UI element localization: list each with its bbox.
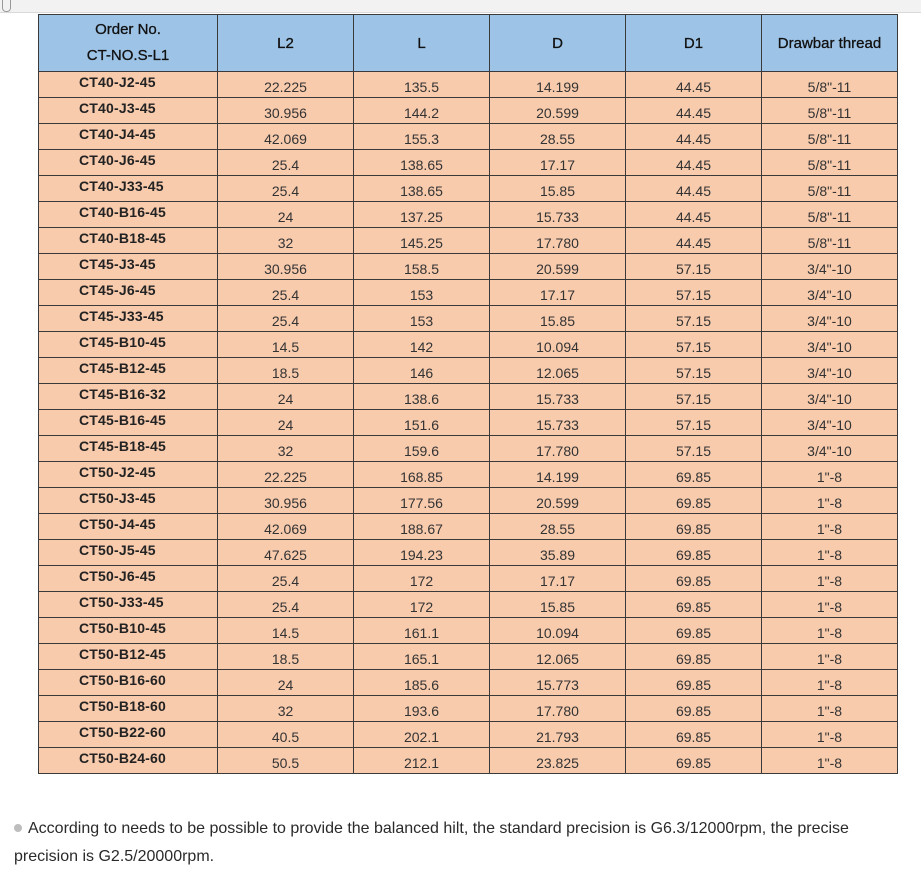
drawbar-thread-cell: 5/8"-11 bbox=[762, 228, 898, 254]
l-cell: 151.6 bbox=[354, 410, 490, 436]
l-cell: 159.6 bbox=[354, 436, 490, 462]
drawbar-thread-cell: 3/4"-10 bbox=[762, 280, 898, 306]
drawbar-thread-cell: 3/4"-10 bbox=[762, 384, 898, 410]
order-no-cell: CT45-B12-45 bbox=[39, 358, 218, 384]
l2-cell: 32 bbox=[218, 228, 354, 254]
d-cell: 12.065 bbox=[490, 358, 626, 384]
d-cell: 17.17 bbox=[490, 150, 626, 176]
d1-cell: 57.15 bbox=[626, 384, 762, 410]
l-cell: 138.6 bbox=[354, 384, 490, 410]
d-cell: 10.094 bbox=[490, 618, 626, 644]
l2-cell: 25.4 bbox=[218, 592, 354, 618]
table-row bbox=[39, 332, 898, 358]
drawbar-thread-cell: 5/8"-11 bbox=[762, 176, 898, 202]
table-row bbox=[39, 410, 898, 436]
l2-cell: 42.069 bbox=[218, 124, 354, 150]
order-no-cell: CT50-J33-45 bbox=[39, 592, 218, 618]
order-no-cell: CT45-B10-45 bbox=[39, 332, 218, 358]
d1-cell: 69.85 bbox=[626, 618, 762, 644]
d1-cell: 57.15 bbox=[626, 306, 762, 332]
table-row bbox=[39, 436, 898, 462]
drawbar-thread-cell: 5/8"-11 bbox=[762, 124, 898, 150]
d-cell: 20.599 bbox=[490, 98, 626, 124]
order-no-cell: CT40-J3-45 bbox=[39, 98, 218, 124]
header-row bbox=[39, 15, 898, 72]
l2-cell: 40.5 bbox=[218, 722, 354, 748]
table-row bbox=[39, 306, 898, 332]
l-cell: 212.1 bbox=[354, 748, 490, 774]
l-cell: 158.5 bbox=[354, 254, 490, 280]
drawbar-thread-cell: 1"-8 bbox=[762, 514, 898, 540]
d1-cell: 44.45 bbox=[626, 124, 762, 150]
d1-cell: 69.85 bbox=[626, 488, 762, 514]
d-cell: 15.85 bbox=[490, 176, 626, 202]
l-cell: 165.1 bbox=[354, 644, 490, 670]
l2-cell: 25.4 bbox=[218, 306, 354, 332]
order-no-header-line1: Order No. bbox=[95, 21, 161, 38]
d1-cell: 69.85 bbox=[626, 748, 762, 774]
d1-cell: 69.85 bbox=[626, 540, 762, 566]
drawbar-thread-cell: 1"-8 bbox=[762, 488, 898, 514]
l2-cell: 22.225 bbox=[218, 462, 354, 488]
l-cell: 194.23 bbox=[354, 540, 490, 566]
drawbar-thread-cell: 3/4"-10 bbox=[762, 410, 898, 436]
order-no-cell: CT50-J5-45 bbox=[39, 540, 218, 566]
d-cell: 15.85 bbox=[490, 306, 626, 332]
table-row bbox=[39, 384, 898, 410]
order-no-cell: CT45-J3-45 bbox=[39, 254, 218, 280]
l-cell: 177.56 bbox=[354, 488, 490, 514]
tab-edge-icon bbox=[2, 0, 11, 12]
l2-cell: 14.5 bbox=[218, 618, 354, 644]
d-cell: 17.780 bbox=[490, 228, 626, 254]
table-header bbox=[39, 15, 898, 72]
l2-cell: 42.069 bbox=[218, 514, 354, 540]
l-cell: 193.6 bbox=[354, 696, 490, 722]
l2-cell: 24 bbox=[218, 384, 354, 410]
l2-cell: 18.5 bbox=[218, 644, 354, 670]
l2-cell: 18.5 bbox=[218, 358, 354, 384]
order-no-cell: CT50-B22-60 bbox=[39, 722, 218, 748]
top-edge-bar bbox=[0, 0, 921, 13]
d-cell: 10.094 bbox=[490, 332, 626, 358]
d1-cell: 69.85 bbox=[626, 696, 762, 722]
drawbar-thread-cell: 1"-8 bbox=[762, 670, 898, 696]
drawbar-thread-cell: 3/4"-10 bbox=[762, 332, 898, 358]
order-no-cell: CT45-B16-45 bbox=[39, 410, 218, 436]
l-header: L bbox=[354, 15, 490, 72]
order-no-cell: CT45-B18-45 bbox=[39, 436, 218, 462]
order-no-cell: CT50-J6-45 bbox=[39, 566, 218, 592]
d-cell: 14.199 bbox=[490, 462, 626, 488]
d-cell: 15.773 bbox=[490, 670, 626, 696]
drawbar-thread-cell: 5/8"-11 bbox=[762, 150, 898, 176]
d-cell: 15.733 bbox=[490, 202, 626, 228]
order-no-cell: CT40-J6-45 bbox=[39, 150, 218, 176]
d-cell: 12.065 bbox=[490, 644, 626, 670]
l-cell: 138.65 bbox=[354, 176, 490, 202]
drawbar-thread-cell: 3/4"-10 bbox=[762, 358, 898, 384]
drawbar-thread-header: Drawbar thread bbox=[762, 15, 898, 72]
order-no-cell: CT50-B10-45 bbox=[39, 618, 218, 644]
l2-cell: 25.4 bbox=[218, 566, 354, 592]
l-cell: 137.25 bbox=[354, 202, 490, 228]
table-row bbox=[39, 618, 898, 644]
bullet-dot-icon bbox=[14, 824, 22, 832]
d-header: D bbox=[490, 15, 626, 72]
table-body bbox=[39, 72, 898, 774]
order-no-cell: CT50-J2-45 bbox=[39, 462, 218, 488]
drawbar-thread-cell: 1"-8 bbox=[762, 748, 898, 774]
d1-cell: 44.45 bbox=[626, 228, 762, 254]
spec-table bbox=[38, 14, 898, 774]
l-cell: 202.1 bbox=[354, 722, 490, 748]
l-cell: 161.1 bbox=[354, 618, 490, 644]
l-cell: 155.3 bbox=[354, 124, 490, 150]
d-cell: 28.55 bbox=[490, 514, 626, 540]
l2-cell: 30.956 bbox=[218, 254, 354, 280]
d1-cell: 69.85 bbox=[626, 592, 762, 618]
order-no-cell: CT45-J33-45 bbox=[39, 306, 218, 332]
l-cell: 168.85 bbox=[354, 462, 490, 488]
d-cell: 35.89 bbox=[490, 540, 626, 566]
table-row bbox=[39, 514, 898, 540]
d1-cell: 44.45 bbox=[626, 98, 762, 124]
table-row bbox=[39, 462, 898, 488]
drawbar-thread-cell: 5/8"-11 bbox=[762, 202, 898, 228]
d-cell: 15.733 bbox=[490, 410, 626, 436]
l2-cell: 22.225 bbox=[218, 72, 354, 98]
d-cell: 17.17 bbox=[490, 566, 626, 592]
drawbar-thread-cell: 3/4"-10 bbox=[762, 254, 898, 280]
order-no-cell: CT50-B24-60 bbox=[39, 748, 218, 774]
l-cell: 142 bbox=[354, 332, 490, 358]
table-row bbox=[39, 202, 898, 228]
d1-cell: 69.85 bbox=[626, 566, 762, 592]
order-no-cell: CT40-J33-45 bbox=[39, 176, 218, 202]
table-row bbox=[39, 644, 898, 670]
l-cell: 145.25 bbox=[354, 228, 490, 254]
table-row bbox=[39, 696, 898, 722]
l2-cell: 50.5 bbox=[218, 748, 354, 774]
d-cell: 17.780 bbox=[490, 696, 626, 722]
table-row bbox=[39, 722, 898, 748]
order-no-cell: CT40-B18-45 bbox=[39, 228, 218, 254]
drawbar-thread-cell: 1"-8 bbox=[762, 592, 898, 618]
drawbar-thread-cell: 1"-8 bbox=[762, 618, 898, 644]
table-row bbox=[39, 176, 898, 202]
d1-cell: 57.15 bbox=[626, 358, 762, 384]
order-no-cell: CT40-J2-45 bbox=[39, 72, 218, 98]
order-no-cell: CT50-B16-60 bbox=[39, 670, 218, 696]
precision-note bbox=[14, 815, 914, 871]
l-cell: 146 bbox=[354, 358, 490, 384]
l-cell: 185.6 bbox=[354, 670, 490, 696]
l-cell: 153 bbox=[354, 306, 490, 332]
table-row bbox=[39, 358, 898, 384]
d1-cell: 69.85 bbox=[626, 514, 762, 540]
table-row bbox=[39, 670, 898, 696]
drawbar-thread-cell: 5/8"-11 bbox=[762, 72, 898, 98]
table-row bbox=[39, 228, 898, 254]
order-no-cell: CT50-B12-45 bbox=[39, 644, 218, 670]
order-no-cell: CT50-J3-45 bbox=[39, 488, 218, 514]
d1-header: D1 bbox=[626, 15, 762, 72]
l2-cell: 32 bbox=[218, 696, 354, 722]
table-row bbox=[39, 540, 898, 566]
d1-cell: 57.15 bbox=[626, 254, 762, 280]
table-row bbox=[39, 72, 898, 98]
l-cell: 144.2 bbox=[354, 98, 490, 124]
l-cell: 188.67 bbox=[354, 514, 490, 540]
drawbar-thread-cell: 1"-8 bbox=[762, 462, 898, 488]
order-no-cell: CT45-J6-45 bbox=[39, 280, 218, 306]
l2-cell: 25.4 bbox=[218, 176, 354, 202]
l2-cell: 24 bbox=[218, 202, 354, 228]
d1-cell: 57.15 bbox=[626, 332, 762, 358]
precision-note-text: According to needs to be possible to provide the balanced hilt, the standard precision is G6.3/12000rpm, the precise precision is G2.5/20000rpm. bbox=[14, 820, 849, 865]
l2-cell: 30.956 bbox=[218, 488, 354, 514]
order-no-cell: CT50-J4-45 bbox=[39, 514, 218, 540]
order-no-header-line2: CT-NO.S-L1 bbox=[86, 47, 170, 64]
drawbar-thread-cell: 5/8"-11 bbox=[762, 98, 898, 124]
d-cell: 15.733 bbox=[490, 384, 626, 410]
drawbar-thread-cell: 1"-8 bbox=[762, 696, 898, 722]
d1-cell: 44.45 bbox=[626, 150, 762, 176]
l2-cell: 47.625 bbox=[218, 540, 354, 566]
d-cell: 21.793 bbox=[490, 722, 626, 748]
d1-cell: 69.85 bbox=[626, 722, 762, 748]
d1-cell: 69.85 bbox=[626, 644, 762, 670]
l-cell: 172 bbox=[354, 592, 490, 618]
d-cell: 15.85 bbox=[490, 592, 626, 618]
d-cell: 17.780 bbox=[490, 436, 626, 462]
d-cell: 20.599 bbox=[490, 488, 626, 514]
d-cell: 23.825 bbox=[490, 748, 626, 774]
table-row bbox=[39, 592, 898, 618]
order-no-cell: CT40-B16-45 bbox=[39, 202, 218, 228]
order-no-cell: CT50-B18-60 bbox=[39, 696, 218, 722]
l-cell: 172 bbox=[354, 566, 490, 592]
l2-cell: 14.5 bbox=[218, 332, 354, 358]
d-cell: 28.55 bbox=[490, 124, 626, 150]
order-no-cell: CT45-B16-32 bbox=[39, 384, 218, 410]
table-row bbox=[39, 254, 898, 280]
drawbar-thread-cell: 3/4"-10 bbox=[762, 306, 898, 332]
table-row bbox=[39, 566, 898, 592]
l-cell: 135.5 bbox=[354, 72, 490, 98]
l-cell: 153 bbox=[354, 280, 490, 306]
table-row bbox=[39, 98, 898, 124]
l2-cell: 25.4 bbox=[218, 280, 354, 306]
table-row bbox=[39, 150, 898, 176]
d1-cell: 44.45 bbox=[626, 176, 762, 202]
l2-cell: 30.956 bbox=[218, 98, 354, 124]
l2-cell: 32 bbox=[218, 436, 354, 462]
d-cell: 14.199 bbox=[490, 72, 626, 98]
drawbar-thread-cell: 1"-8 bbox=[762, 566, 898, 592]
table-row bbox=[39, 280, 898, 306]
order-no-header bbox=[39, 15, 218, 72]
d1-cell: 44.45 bbox=[626, 202, 762, 228]
drawbar-thread-cell: 1"-8 bbox=[762, 722, 898, 748]
table-row bbox=[39, 124, 898, 150]
drawbar-thread-cell: 1"-8 bbox=[762, 644, 898, 670]
table-row bbox=[39, 748, 898, 774]
d1-cell: 57.15 bbox=[626, 436, 762, 462]
l2-cell: 25.4 bbox=[218, 150, 354, 176]
d1-cell: 44.45 bbox=[626, 72, 762, 98]
l2-header: L2 bbox=[218, 15, 354, 72]
l2-cell: 24 bbox=[218, 410, 354, 436]
d-cell: 20.599 bbox=[490, 254, 626, 280]
d1-cell: 57.15 bbox=[626, 280, 762, 306]
l-cell: 138.65 bbox=[354, 150, 490, 176]
drawbar-thread-cell: 3/4"-10 bbox=[762, 436, 898, 462]
d1-cell: 69.85 bbox=[626, 670, 762, 696]
order-no-cell: CT40-J4-45 bbox=[39, 124, 218, 150]
table-row bbox=[39, 488, 898, 514]
d1-cell: 57.15 bbox=[626, 410, 762, 436]
l2-cell: 24 bbox=[218, 670, 354, 696]
d1-cell: 69.85 bbox=[626, 462, 762, 488]
d-cell: 17.17 bbox=[490, 280, 626, 306]
drawbar-thread-cell: 1"-8 bbox=[762, 540, 898, 566]
